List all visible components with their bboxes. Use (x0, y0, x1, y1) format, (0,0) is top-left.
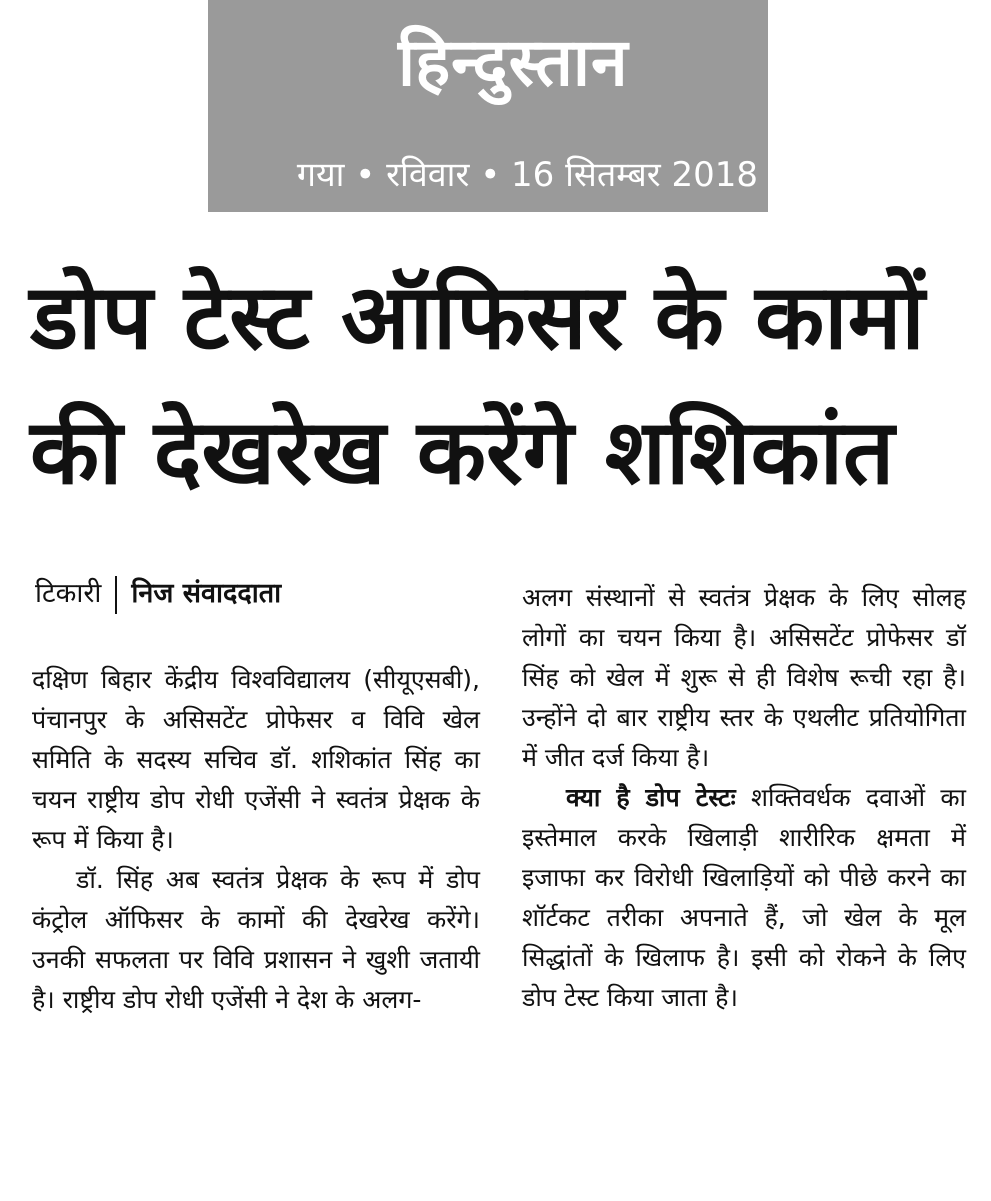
paragraph-4-text: शक्तिवर्धक दवाओं का इस्तेमाल करके खिलाड़ी शारीरिक क्षमता में इजाफा कर विरोधी खिलाड़ियों को पीछे करने का शॉर्टकट तरीका अपनाते हैं, जो खेल के मूल सिद्धांतों के खिलाफ है। इसी को रोकने के लिए डोप टेस्ट किया जाता है। (522, 783, 966, 1012)
reporter-name: निज संवाददाता (131, 578, 282, 609)
dateline: गया • रविवार • 16 सितम्बर 2018 (296, 155, 758, 195)
masthead (208, 0, 768, 212)
byline (35, 572, 495, 616)
article-column-right (522, 578, 966, 1190)
newspaper-name: हिन्दुस्तान (398, 24, 629, 101)
paragraph-1: दक्षिण बिहार केंद्रीय विश्वविद्यालय (सीयूएसबी), पंचानपुर के असिसटेंट प्रोफेसर व विवि खेल समिति के सदस्य सचिव डॉ. शशिकांत सिंह का चयन राष्ट्रीय डोप रोधी एजेंसी ने स्वतंत्र प्रेक्षक के रूप में किया है। (32, 665, 480, 854)
byline-divider (115, 576, 117, 614)
headline (30, 250, 970, 540)
dateline-place: टिकारी (35, 578, 102, 609)
paragraph-4 (522, 778, 966, 1018)
paragraph-3: अलग संस्थानों से स्वतंत्र प्रेक्षक के लिए सोलह लोगों का चयन किया है। असिसटेंट प्रोफेसर डॉ सिंह को खेल में शुरू से ही विशेष रूची रहा है। उन्होंने दो बार राष्ट्रीय स्तर के एथलीट प्रतियोगिता में जीत दर्ज किया है। (522, 583, 966, 772)
headline-line-2: की देखरेख करेंगे शशिकांत (30, 400, 895, 505)
subheading: क्या है डोप टेस्टः (566, 783, 736, 812)
headline-line-1: डोप टेस्ट ऑफिसर के कामों (30, 265, 925, 370)
article-column-left (32, 660, 480, 1190)
paragraph-2: डॉ. सिंह अब स्वतंत्र प्रेक्षक के रूप में डोप कंट्रोल ऑफिसर के कामों की देखरेख करेंगे। उनकी सफलता पर विवि प्रशासन ने खुशी जतायी है। राष्ट्रीय डोप रोधी एजेंसी ने देश के अलग- (32, 865, 480, 1014)
